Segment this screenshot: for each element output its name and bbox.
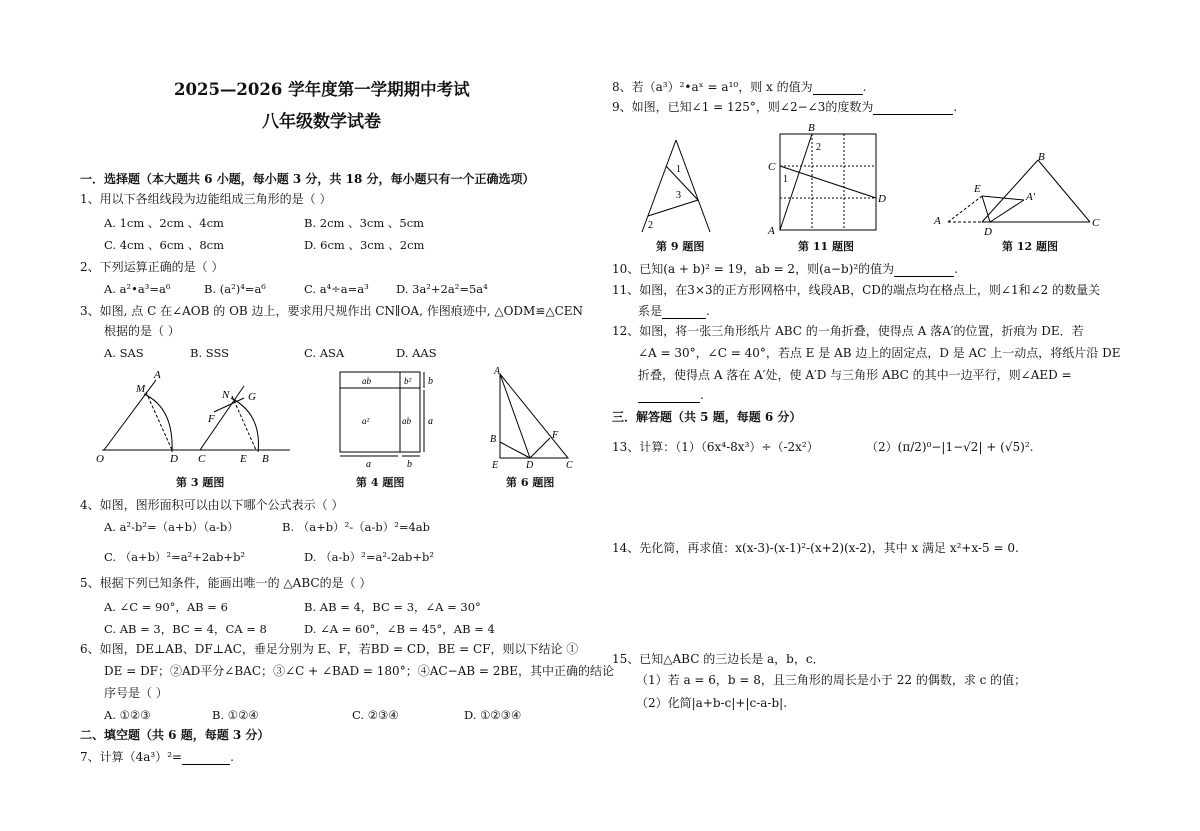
f6-label-C: C [566, 460, 573, 471]
q15-part2: （2）化简|a+b-c|+|c-a-b|. [636, 696, 788, 710]
q7-end: . [230, 750, 234, 764]
figure-12 [928, 148, 1108, 236]
q9 [612, 100, 957, 115]
q1-stem: 1、用以下各组线段为边能组成三角形的是（ ） [80, 192, 332, 206]
q8-end: . [862, 80, 867, 94]
q2-option-a: A. a²•a³=a⁶ [104, 282, 171, 296]
q6-line3: 序号是（ ） [104, 686, 168, 700]
figure-4 [334, 366, 444, 468]
q2-option-b: B. (a²)⁴=a⁶ [204, 282, 266, 296]
f11-label-B: B [808, 122, 815, 134]
figure-11 [766, 120, 890, 238]
q4-stem: 4、如图，图形面积可以由以下哪个公式表示（ ） [80, 498, 344, 512]
f4-label-a-side: a [428, 416, 433, 427]
q1-option-a: A. 1cm 、2cm 、4cm [104, 216, 224, 230]
q5-option-d: D. ∠A = 60°，∠B = 45°，AB = 4 [304, 622, 495, 636]
f11-label-1: 1 [783, 174, 788, 185]
q5-option-a: A. ∠C = 90°，AB = 6 [104, 600, 228, 614]
q12-line2: ∠A = 30°，∠C = 40°，若点 E 是 AB 边上的固定点，D 是 AC 上一动点，将纸片沿 DE [638, 346, 1121, 360]
f11-label-C: C [768, 161, 776, 173]
f3-label-A: A [154, 369, 161, 381]
q6-option-d: D. ①②③④ [464, 708, 522, 722]
f11-label-2: 2 [816, 142, 821, 153]
section-1-heading: 一．选择题（本大题共 6 小题，每小题 3 分，共 18 分，每小题只有一个正确选项） [80, 172, 535, 186]
q12-line1: 12、如图，将一张三角形纸片 ABC 的一角折叠，使得点 A 落A′的位置，折痕为 DE．若 [612, 324, 1084, 338]
q11-line2-text: 系是 [638, 304, 663, 318]
q10-answer-blank[interactable] [894, 264, 954, 277]
f4-label-a-bottom: a [366, 459, 371, 468]
q12-answer-line [638, 388, 704, 403]
q3-stem-line1: 3、如图, 点 C 在∠AOB 的 OB 边上，要求用尺规作出 CN∥OA, 作图痕迹中, △ODM≌△CEN [80, 304, 584, 318]
q10-text: 10、已知(a + b)² = 19，ab = 2，则(a−b)²的值为 [612, 262, 895, 276]
f4-label-ab-top: ab [362, 376, 371, 386]
q12-line3: 折叠，使得点 A 落在 A′处，使 A′D 与三角形 ABC 的其中一边平行，则∠AED = [638, 368, 1072, 382]
q3-option-a: A. SAS [104, 346, 144, 360]
f11-label-D: D [878, 193, 886, 205]
f6-label-B: B [490, 434, 497, 445]
f6-label-F: F [552, 430, 559, 441]
f3-label-E: E [240, 453, 247, 465]
f9-label-2: 2 [648, 220, 653, 231]
figure-12-caption: 第 12 题图 [1002, 240, 1058, 253]
q11-line1: 11、如图，在3×3的正方形网格中，线段AB，CD的端点均在格点上，则∠1和∠2 的数量关 [612, 283, 1101, 297]
q5-stem: 5、根据下列已知条件，能画出唯一的 △ABC的是（ ） [80, 576, 372, 590]
figure-9 [636, 136, 716, 234]
q11-answer-blank[interactable] [662, 306, 706, 319]
q9-text: 9、如图，已知∠1 = 125°，则∠2−∠3的度数为 [612, 100, 874, 114]
q7-answer-blank[interactable] [182, 752, 230, 765]
f4-label-b-side: b [428, 376, 433, 387]
q4-option-d: D. （a-b）²=a²-2ab+b² [304, 550, 434, 564]
f9-label-1: 1 [676, 164, 681, 175]
figure-9-caption: 第 9 题图 [656, 240, 705, 253]
q1-option-b: B. 2cm 、3cm 、5cm [304, 216, 425, 230]
q6-option-a: A. ①②③ [104, 708, 151, 722]
q4-option-c: C. （a+b）²=a²+2ab+b² [104, 550, 246, 564]
f4-label-b2: b² [404, 376, 412, 386]
q4-option-b: B. （a+b）²-（a-b）²=4ab [282, 520, 430, 534]
f9-label-3: 3 [676, 190, 681, 201]
f4-label-ab-right: ab [402, 416, 411, 426]
figure-4-caption: 第 4 题图 [356, 476, 405, 489]
f3-label-N: N [222, 389, 230, 401]
f4-label-b-bottom: b [407, 459, 412, 468]
q3-option-b: B. SSS [190, 346, 229, 360]
q6-line2: DE = DF；②AD平分∠BAC；③∠C + ∠BAD = 180°；④AC−AB = 2BE，其中正确的结论 [104, 664, 614, 678]
q4-option-a: A. a²-b²=（a+b）（a-b） [104, 520, 239, 534]
q6-option-c: C. ②③④ [352, 708, 399, 722]
q6-option-b: B. ①②④ [212, 708, 259, 722]
q2-option-c: C. a⁴÷a=a³ [304, 282, 369, 296]
q9-end: . [953, 100, 958, 114]
q12-end: . [700, 388, 704, 402]
q9-answer-blank[interactable] [873, 102, 953, 115]
q10 [612, 262, 958, 277]
q11-end: . [706, 304, 710, 318]
figure-3-caption: 第 3 题图 [176, 476, 225, 489]
f12-label-B: B [1038, 151, 1045, 163]
figure-6-caption: 第 6 题图 [506, 476, 555, 489]
f4-label-a2: a² [362, 416, 370, 426]
q7 [80, 750, 234, 765]
q5-option-b: B. AB = 4，BC = 3，∠A = 30° [304, 600, 481, 614]
q8-text: 8、若（a³）²•aˣ = a¹⁰，则 x 的值为 [612, 80, 813, 94]
f3-label-M: M [136, 383, 146, 395]
f6-label-A: A [494, 366, 501, 377]
q1-option-c: C. 4cm 、6cm 、8cm [104, 238, 224, 252]
q15-part1: （1）若 a = 6，b = 8，且三角形的周长是小于 22 的偶数，求 c 的值； [636, 673, 1027, 687]
q5-option-c: C. AB = 3，BC = 4，CA = 8 [104, 622, 267, 636]
f3-label-G: G [248, 391, 256, 403]
q8-answer-blank[interactable] [813, 82, 863, 95]
f3-label-O: O [96, 453, 104, 465]
f6-label-E: E [492, 460, 499, 471]
q3-option-c: C. ASA [304, 346, 345, 360]
q3-option-d: D. AAS [396, 346, 437, 360]
section-2-heading: 二、填空题（共 6 题，每题 3 分） [80, 728, 270, 742]
f6-label-D: D [526, 460, 534, 471]
f3-label-C: C [198, 453, 206, 465]
f12-label-A-prime: A′ [1026, 191, 1036, 203]
f12-label-A: A [934, 215, 941, 227]
q10-end: . [954, 262, 958, 276]
f12-label-E: E [974, 183, 981, 195]
f3-label-F: F [208, 413, 215, 425]
q15-stem: 15、已知△ABC 的三边长是 a，b，c． [612, 652, 825, 666]
q7-text: 7、计算（4a³）²= [80, 750, 183, 764]
exam-title: 2025—2026 学年度第一学期期中考试 [174, 80, 470, 99]
q12-answer-blank[interactable] [638, 390, 700, 403]
q14: 14、先化简，再求值：x(x-3)-(x-1)²-(x+2)(x-2)，其中 x 满足 x²+x-5 = 0. [612, 541, 1019, 555]
f11-label-A: A [768, 225, 775, 237]
exam-subtitle: 八年级数学试卷 [262, 112, 381, 132]
q1-option-d: D. 6cm 、3cm 、2cm [304, 238, 425, 252]
q2-option-d: D. 3a²+2a²=5a⁴ [396, 282, 488, 296]
q3-stem-line2: 根据的是（ ） [104, 324, 180, 338]
f3-label-B: B [262, 453, 269, 465]
f12-label-C: C [1092, 217, 1100, 229]
q2-stem: 2、下列运算正确的是（ ） [80, 260, 224, 274]
figure-6 [484, 362, 584, 472]
q13-part2: （2）(π/2)⁰−|1−√2| + (√5)². [866, 440, 1034, 454]
figure-11-caption: 第 11 题图 [798, 240, 854, 253]
f3-label-D: D [170, 453, 178, 465]
q11-line2 [638, 304, 710, 319]
section-3-heading: 三．解答题（共 5 题，每题 6 分） [612, 410, 802, 424]
figure-3 [94, 368, 304, 468]
f12-label-D: D [984, 226, 992, 236]
q8 [612, 80, 866, 95]
q6-line1: 6、如图，DE⊥AB、DF⊥AC，垂足分别为 E、F，若BD = CD，BE = CF，则以下结论 ① [80, 642, 579, 656]
q13-part1: 13、计算：（1）（6x⁴-8x³）÷（-2x²） [612, 440, 819, 454]
